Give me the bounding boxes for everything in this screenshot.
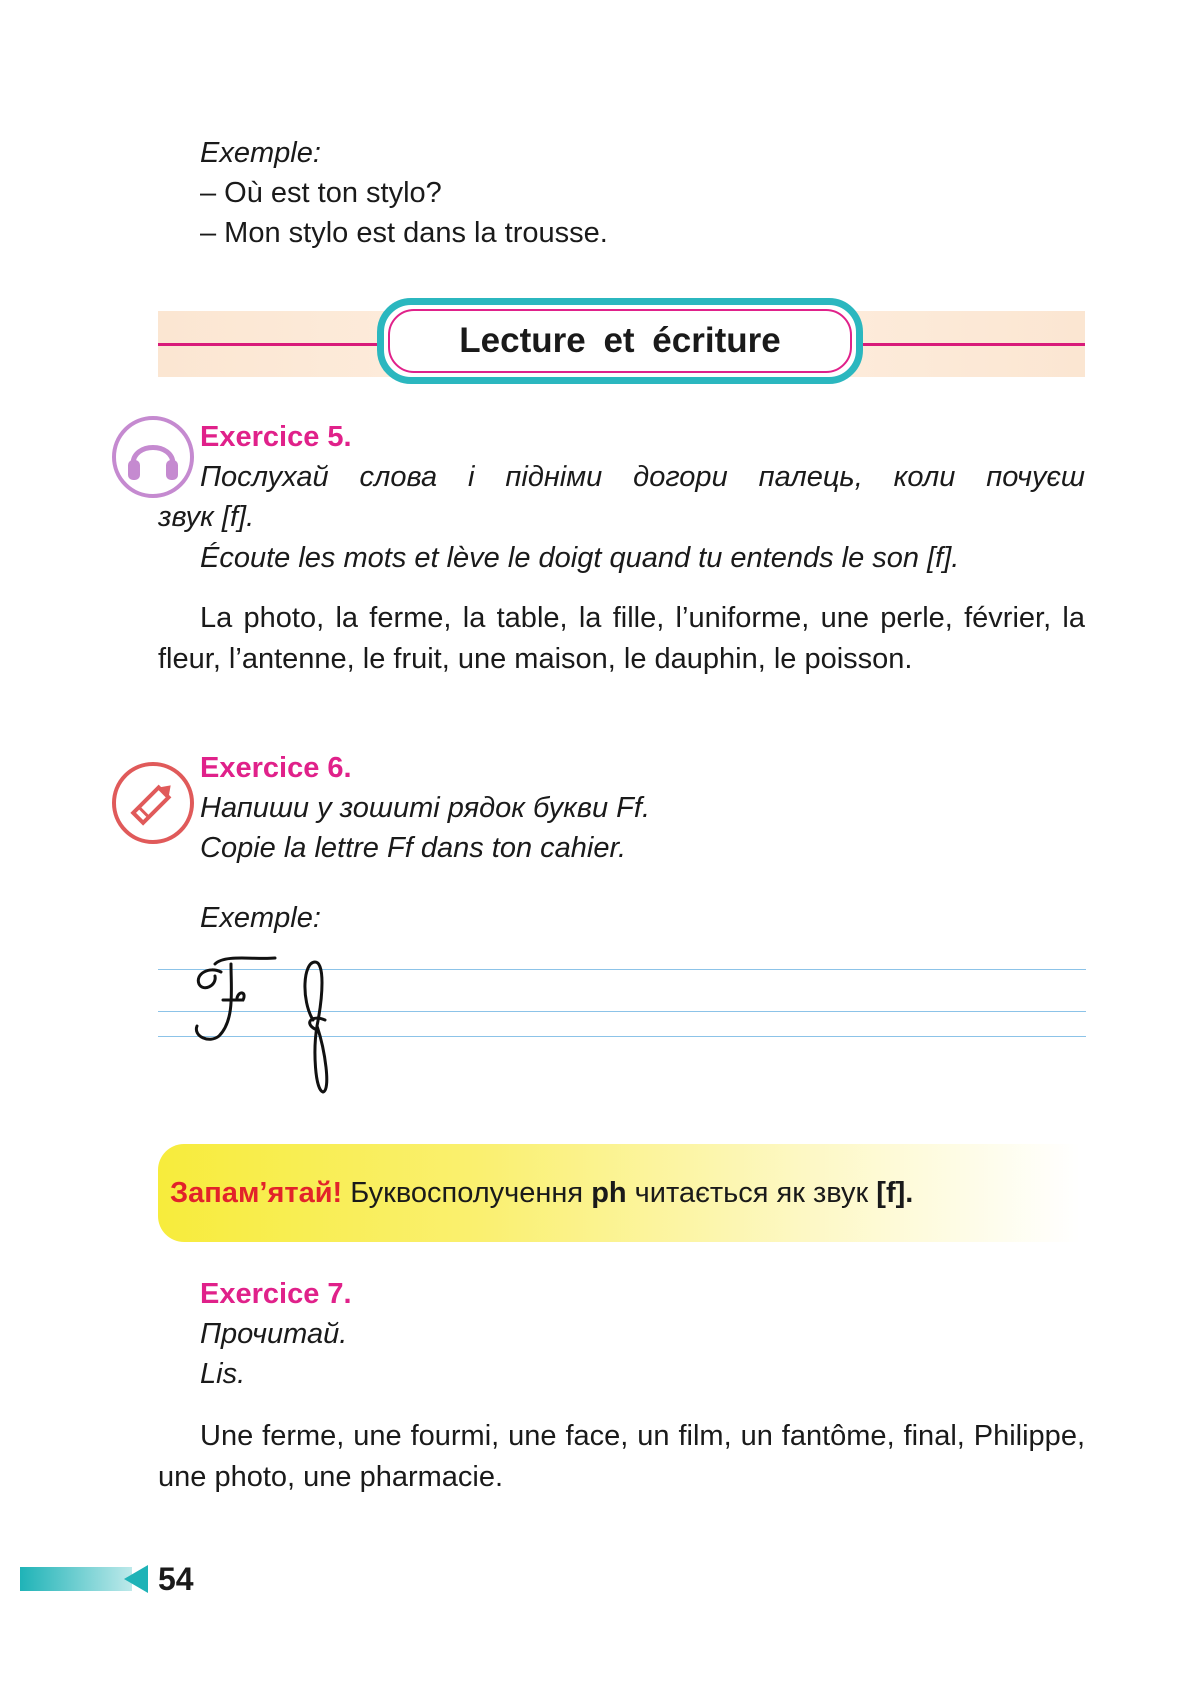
cursive-letters-ff bbox=[185, 950, 365, 1100]
exercise-5-instruction-uk-line1: Послухай слова і підніми догори палець, коли почуєш bbox=[200, 461, 1085, 493]
headphones-icon bbox=[112, 416, 194, 498]
section-title: Lecture et écriture bbox=[459, 321, 781, 360]
exercise-7-words: Une ferme, une fourmi, une face, un film, un fantôme, final, Philippe, une photo, une pharmacie. bbox=[158, 1420, 1085, 1493]
exercise-6-instruction-fr: Copie la lettre Ff dans ton cahier. bbox=[200, 832, 627, 864]
remember-text-after: . bbox=[905, 1177, 914, 1209]
exercise-5-words: La photo, la ferme, la table, la fille, l’uniforme, une perle, février, la fleur, l’antenne, le fruit, une maison, le dauphin, le poisson. bbox=[158, 602, 1085, 675]
section-banner-line-right bbox=[860, 343, 1085, 346]
pencil-icon bbox=[112, 762, 194, 844]
intro-question: – Où est ton stylo? bbox=[200, 177, 442, 209]
footer-arrow-icon bbox=[124, 1565, 148, 1593]
exercise-5-instruction-uk-line2: звук [f]. bbox=[158, 501, 255, 533]
remember-digraph: ph bbox=[591, 1177, 627, 1209]
intro-answer: – Mon stylo est dans la trousse. bbox=[200, 217, 608, 249]
remember-box bbox=[158, 1144, 1080, 1242]
exercise-6-title: Exercice 6. bbox=[200, 752, 352, 784]
exercise-5-instruction-fr: Écoute les mots et lève le doigt quand tu entends le son [f]. bbox=[200, 542, 960, 574]
remember-text-before: Буквосполучення bbox=[342, 1177, 592, 1209]
page-number: 54 bbox=[158, 1561, 194, 1597]
exercise-7-title: Exercice 7. bbox=[200, 1278, 352, 1310]
section-banner bbox=[377, 298, 863, 384]
exercise-5-title: Exercice 5. bbox=[200, 421, 352, 453]
exercise-7-instruction-fr: Lis. bbox=[200, 1358, 246, 1390]
intro-example-label: Exemple: bbox=[200, 137, 321, 169]
remember-text-middle: читається як звук bbox=[626, 1177, 877, 1209]
exercise-6-example-label: Exemple: bbox=[200, 902, 321, 934]
exercise-6-instruction-uk: Напиши у зошиті рядок букви Ff. bbox=[200, 792, 651, 824]
remember-sound: [f] bbox=[876, 1177, 906, 1209]
remember-label: Запам’ятай! bbox=[170, 1177, 343, 1209]
section-banner-line-left bbox=[158, 343, 380, 346]
exercise-7-instruction-uk: Прочитай. bbox=[200, 1318, 348, 1350]
footer-bar bbox=[20, 1567, 132, 1591]
